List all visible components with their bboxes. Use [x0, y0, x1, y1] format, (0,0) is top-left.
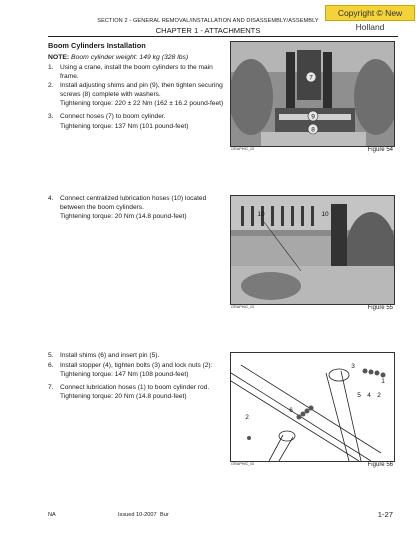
figure-54-caption: Figure 54: [367, 147, 393, 153]
step-4-torque: Tightening torque: 20 Nm (14.8 pound-feet): [60, 213, 187, 221]
step-text: Install shims (6) and insert pin (5).: [60, 352, 160, 359]
figure-56-code: GRAPHIC_ID: [231, 462, 255, 466]
step-text: Connect lubrication hoses (1) to boom cylinder rod.: [60, 383, 210, 391]
figure-55-caption: Figure 55: [367, 305, 393, 311]
callout-9: 9: [311, 113, 315, 121]
note-text: Boom cylinder weight: 149 kg (328 lbs): [71, 54, 189, 61]
header-rule: [48, 36, 398, 37]
page-number: 1-27: [377, 510, 393, 519]
copyright-badge: Copyright © New Holland: [325, 5, 415, 21]
note-label: NOTE:: [48, 54, 70, 61]
figure-55-code: GRAPHIC_ID: [231, 305, 255, 309]
step-2-torque: Tightening torque: 220 ± 22 Nm (162 ± 16.2 pound-feet): [60, 100, 224, 108]
step-text: Using a crane, install the boom cylinders to the main frame.: [60, 64, 213, 80]
step-2: [48, 82, 226, 99]
figure-54-code: GRAPHIC_ID: [231, 147, 255, 151]
chapter-header: CHAPTER 1 - ATTACHMENTS: [155, 26, 261, 35]
steps-group-1: [48, 64, 226, 135]
callout-4: 4: [367, 392, 371, 399]
section-header: SECTION 2 - GENERAL REMOVAL/INSTALLATION AND DISASSEMBLY/ASSEMBLY: [97, 18, 319, 24]
section-title: Boom Cylinders Installation: [48, 41, 146, 50]
callout-10-right: 10: [321, 211, 329, 218]
step-7-torque: Tightening torque: 20 Nm (14.8 pound-feet): [60, 393, 187, 401]
step-number: 1.: [48, 64, 54, 71]
callout-5: 5: [357, 392, 361, 399]
callout-2-left: 2: [245, 414, 249, 421]
callout-6: 6: [289, 407, 293, 414]
steps-group-2: [48, 195, 226, 226]
step-text: Install stopper (4), tighten bolts (3) and lock nuts (2):: [60, 361, 213, 369]
step-6: [48, 362, 226, 371]
callout-3: 3: [351, 363, 355, 370]
step-1: [48, 64, 226, 81]
callout-8: 8: [311, 126, 315, 134]
note: [48, 54, 188, 61]
figure-54-photo: [230, 41, 395, 147]
step-4: [48, 195, 226, 212]
step-6-torque: Tightening torque: 147 Nm (108 pound-feet): [60, 371, 189, 379]
callout-7: 7: [309, 74, 313, 82]
callout-10-left: 10: [257, 211, 265, 218]
figure-56-caption: Figure 56: [367, 462, 393, 468]
figure-56-drawing: [230, 352, 395, 462]
callout-1: 1: [381, 378, 385, 385]
step-5: [48, 352, 226, 361]
callout-2-right: 2: [377, 392, 381, 399]
step-7: [48, 384, 226, 393]
footer-issued: Issued 10-2007: [118, 512, 157, 518]
figure-55-photo: [230, 195, 395, 305]
step-text: Connect hoses (7) to boom cylinder.: [60, 112, 166, 120]
step-number: 4.: [48, 195, 54, 202]
footer-bur: Bur: [160, 512, 169, 518]
step-3: [48, 113, 226, 122]
steps-group-3: [48, 352, 226, 406]
step-number: 2.: [48, 82, 54, 90]
step-number: 7.: [48, 383, 54, 391]
step-number: 6.: [48, 361, 54, 369]
step-number: 3.: [48, 112, 54, 120]
step-text: Connect centralized lubrication hoses (10) located between the boom cylinders.: [60, 195, 207, 211]
step-text: Install adjusting shims and pin (9), then tighten securing screws (8) complete with washers.: [60, 82, 223, 98]
step-3-torque: Tightening torque: 137 Nm (101 pound-feet): [60, 122, 189, 130]
footer-region: NA: [48, 512, 56, 518]
step-number: 5.: [48, 352, 54, 359]
